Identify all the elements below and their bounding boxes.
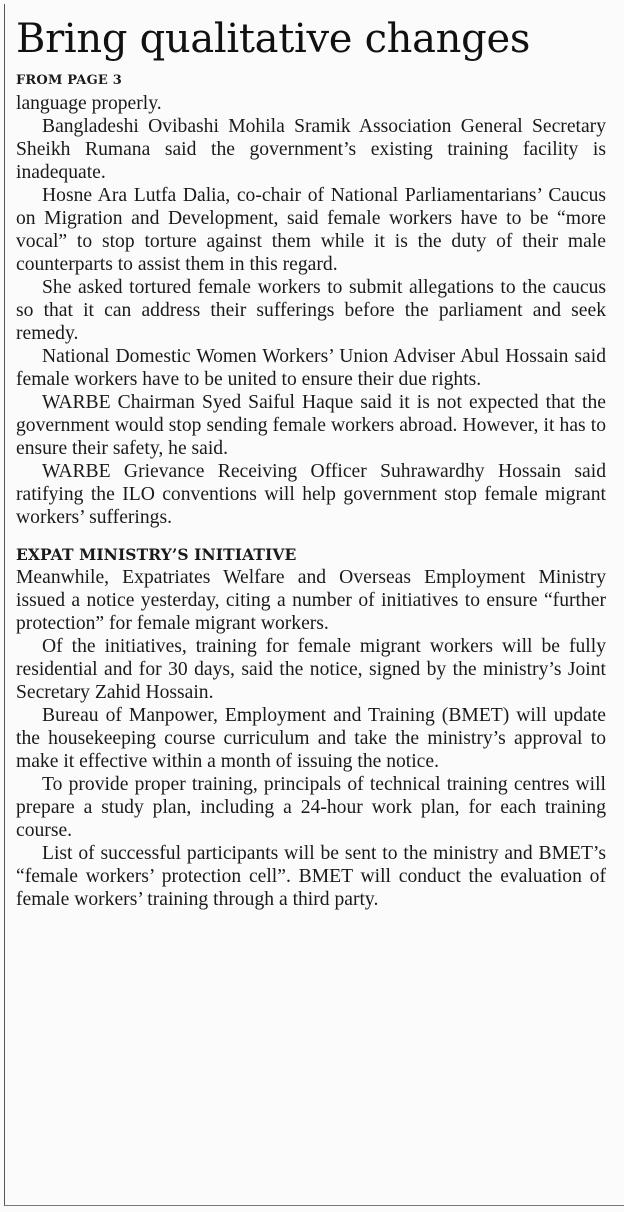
column-rule [4, 4, 5, 1206]
headline: Bring qualitative changes [16, 16, 531, 62]
article [16, 10, 606, 911]
paragraph: Bangladeshi Ovibashi Mohila Sramik Association General Secretary Sheikh Rumana said the government’s existing training facility is inadequate. [16, 116, 606, 183]
paragraph: She asked tortured female workers to submit allegations to the caucus so that it can address their sufferings before the parliament and seek remedy. [16, 277, 606, 344]
paragraph: Bureau of Manpower, Employment and Training (BMET) will update the housekeeping course curriculum and take the ministry’s approval to make it effective within a month of issuing the notice. [16, 705, 606, 772]
bottom-rule [4, 1205, 624, 1206]
section-subhead: EXPAT MINISTRY’S INITIATIVE [16, 545, 297, 564]
paragraph: List of successful participants will be sent to the ministry and BMET’s “female workers’ protection cell”. BMET will conduct the evaluation of female workers’ training through a third party. [16, 843, 606, 910]
paragraph: WARBE Grievance Receiving Officer Suhrawardhy Hossain said ratifying the ILO conventions will help government stop female migrant workers’ sufferings. [16, 461, 606, 528]
paragraph: To provide proper training, principals of technical training centres will prepare a study plan, including a 24-hour work plan, for each training course. [16, 774, 606, 841]
jump-line: FROM PAGE 3 [16, 73, 122, 88]
opening-fragment: language properly. [16, 93, 162, 114]
article-body [16, 92, 606, 911]
paragraph: Hosne Ara Lutfa Dalia, co-chair of National Parliamentarians’ Caucus on Migration and Development, said female workers have to be “more vocal” to stop torture against them while it is the duty of their male counterparts to assist them in this regard. [16, 185, 606, 275]
section-lead: Meanwhile, Expatriates Welfare and Overseas Employment Ministry issued a notice yesterday, citing a number of initiatives to ensure “further protection” for female migrant workers. [16, 567, 606, 634]
paragraph: WARBE Chairman Syed Saiful Haque said it is not expected that the government would stop sending female workers abroad. However, it has to ensure their safety, he said. [16, 392, 606, 459]
paragraph: Of the initiatives, training for female migrant workers will be fully residential and for 30 days, said the notice, signed by the ministry’s Joint Secretary Zahid Hossain. [16, 636, 606, 703]
paragraph: National Domestic Women Workers’ Union Adviser Abul Hossain said female workers have to be united to ensure their due rights. [16, 346, 606, 390]
